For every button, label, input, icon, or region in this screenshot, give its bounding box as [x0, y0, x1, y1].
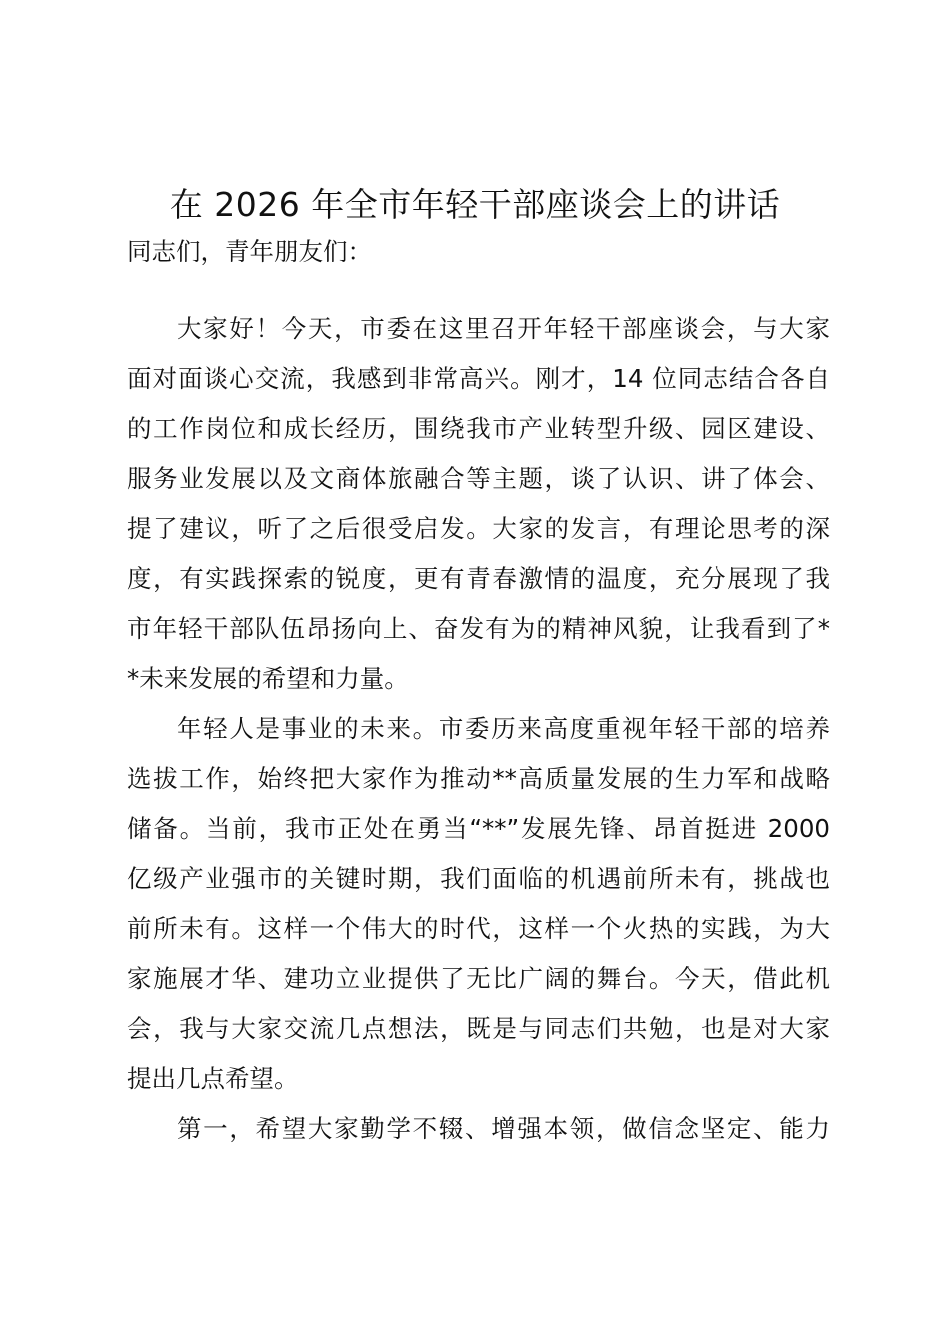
text-line: 面对面谈心交流，我感到非常高兴。刚才，14 位同志结合各自 [127, 364, 830, 393]
text-line: *未来发展的希望和力量。 [127, 664, 409, 693]
text-line: 市年轻干部队伍昂扬向上、奋发有为的精神风貌，让我看到了* [127, 614, 830, 643]
paragraph-2 [127, 704, 830, 1104]
text-line: 大家好！今天，市委在这里召开年轻干部座谈会，与大家 [177, 314, 830, 343]
text-line: 第一，希望大家勤学不辍、增强本领，做信念坚定、能力 [177, 1114, 830, 1143]
text-line: 会，我与大家交流几点想法，既是与同志们共勉，也是对大家 [127, 1014, 830, 1043]
paragraph-1 [127, 304, 830, 704]
text-line: 选拔工作，始终把大家作为推动**高质量发展的生力军和战略 [127, 764, 830, 793]
paragraph-3 [127, 1104, 830, 1154]
salutation: 同志们，青年朋友们： [127, 237, 372, 266]
text-line: 服务业发展以及文商体旅融合等主题，谈了认识、讲了体会、 [127, 464, 830, 493]
text-line: 储备。当前，我市正处在勇当“**”发展先锋、昂首挺进 2000 [127, 814, 830, 843]
text-line: 的工作岗位和成长经历，围绕我市产业转型升级、园区建设、 [127, 414, 830, 443]
text-line: 亿级产业强市的关键时期，我们面临的机遇前所未有，挑战也 [127, 864, 830, 893]
text-line: 度，有实践探索的锐度，更有青春激情的温度，充分展现了我 [127, 564, 830, 593]
document-body [127, 227, 830, 1154]
text-line: 提了建议，听了之后很受启发。大家的发言，有理论思考的深 [127, 514, 830, 543]
text-line: 提出几点希望。 [127, 1064, 299, 1093]
text-line: 家施展才华、建功立业提供了无比广阔的舞台。今天，借此机 [127, 964, 830, 993]
document-title: 在 2026 年全市年轻干部座谈会上的讲话 [169, 185, 781, 224]
text-line: 年轻人是事业的未来。市委历来高度重视年轻干部的培养 [177, 714, 830, 743]
text-line: 前所未有。这样一个伟大的时代，这样一个火热的实践，为大 [127, 914, 830, 943]
